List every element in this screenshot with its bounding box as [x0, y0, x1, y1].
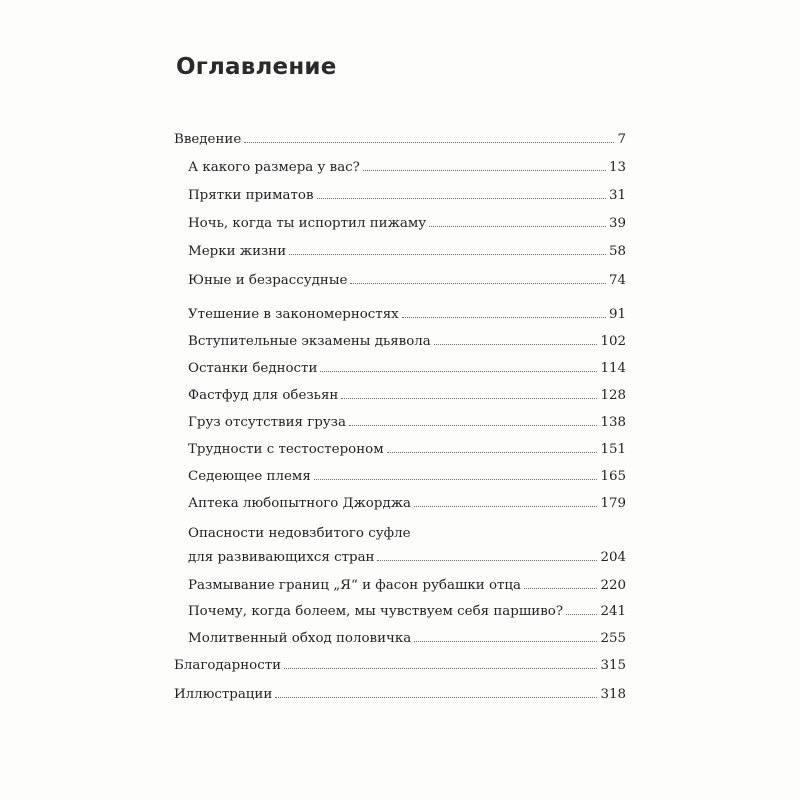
dot-leader: [414, 641, 597, 642]
toc-entry-page: 318: [600, 687, 626, 702]
toc-entry-label: Аптека любопытного Джорджа: [188, 496, 411, 511]
toc-entry-label: Седеющее племя: [188, 469, 311, 484]
dot-leader: [387, 452, 598, 453]
toc-entry-label: Ночь, когда ты испортил пижаму: [188, 216, 427, 231]
toc-entry-page: 74: [608, 273, 626, 288]
dot-leader: [289, 254, 606, 255]
toc-entry-label: Мерки жизни: [188, 244, 287, 259]
toc-entry-label: Иллюстрации: [174, 687, 273, 702]
toc-entry-chapter-3[interactable]: [188, 215, 626, 233]
page-title: Оглавление: [176, 54, 337, 80]
toc-entry-chapter-8[interactable]: [188, 360, 626, 378]
toc-entry-page: 102: [600, 334, 626, 349]
toc-entry-acknowledgements[interactable]: [174, 657, 626, 675]
toc-entry-page: 179: [600, 496, 626, 511]
toc-entry-chapter-14[interactable]: [188, 526, 626, 567]
dot-leader: [314, 479, 598, 480]
toc-entry-page: 165: [600, 469, 626, 484]
toc-entry-chapter-1[interactable]: [188, 159, 626, 177]
toc-entry-chapter-6[interactable]: [188, 306, 626, 324]
toc-entry-chapter-4[interactable]: [188, 243, 626, 261]
toc-entry-label-line1: Опасности недовзбитого суфле: [188, 526, 411, 541]
toc-entry-label: Останки бедности: [188, 361, 318, 376]
toc-entry-page: 241: [600, 604, 626, 619]
toc-entry-label: Груз отсутствия груза: [188, 415, 346, 430]
dot-leader: [429, 226, 606, 227]
dot-leader: [414, 506, 597, 507]
dot-leader: [350, 283, 606, 284]
toc-entry-chapter-11[interactable]: [188, 441, 626, 459]
toc-entry-page: 151: [600, 442, 626, 457]
toc-entry-page: 255: [600, 631, 626, 646]
toc-entry-label: А какого размера у вас?: [188, 160, 360, 175]
toc-entry-page: 58: [608, 244, 626, 259]
toc-entry-label: Трудности с тестостероном: [188, 442, 384, 457]
toc-entry-page: 91: [608, 307, 626, 322]
toc-entry-introduction[interactable]: [174, 131, 626, 149]
toc-entry-chapter-5[interactable]: [188, 272, 626, 290]
toc-entry-label: Благодарности: [174, 658, 282, 673]
dot-leader: [341, 398, 597, 399]
toc-entry-page: 138: [600, 415, 626, 430]
dot-leader: [284, 668, 597, 669]
toc-entry-chapter-2[interactable]: [188, 187, 626, 205]
toc-entry-page: 39: [608, 216, 626, 231]
toc-entry-page: 31: [608, 188, 626, 203]
dot-leader: [349, 425, 597, 426]
toc-entry-label: Почему, когда болеем, мы чувствуем себя паршиво?: [188, 604, 564, 619]
dot-leader: [363, 170, 606, 171]
dot-leader: [402, 317, 606, 318]
toc-entry-page: 128: [600, 388, 626, 403]
toc-entry-chapter-7[interactable]: [188, 333, 626, 351]
toc-entry-page: 7: [617, 132, 626, 147]
dot-leader: [275, 697, 597, 698]
toc-entry-page: 13: [608, 160, 626, 175]
toc-entry-label: Введение: [174, 132, 242, 147]
toc-entry-label: Юные и безрассудные: [188, 273, 348, 288]
dot-leader: [524, 588, 597, 589]
toc-entry-page: 220: [600, 578, 626, 593]
dot-leader: [244, 142, 614, 143]
toc-entry-page: 204: [600, 550, 626, 565]
toc-entry-label: Размывание границ „Я“ и фасон рубашки отца: [188, 578, 522, 593]
dot-leader: [566, 614, 597, 615]
toc-entry-chapter-9[interactable]: [188, 387, 626, 405]
toc-entry-chapter-10[interactable]: [188, 414, 626, 432]
toc-entry-label: Вступительные экзамены дьявола: [188, 334, 431, 349]
toc-entry-label: для развивающихся стран: [188, 550, 375, 565]
toc-entry-page: 114: [600, 361, 626, 376]
toc-entry-label: Утешение в закономерностях: [188, 307, 399, 322]
toc-entry-label: Фастфуд для обезьян: [188, 388, 339, 403]
toc-entry-chapter-16[interactable]: [188, 603, 626, 621]
toc-entry-chapter-15[interactable]: [188, 577, 626, 595]
toc-entry-chapter-13[interactable]: [188, 495, 626, 513]
dot-leader: [434, 344, 598, 345]
dot-leader: [377, 560, 597, 561]
toc-entry-chapter-12[interactable]: [188, 468, 626, 486]
dot-leader: [320, 371, 597, 372]
dot-leader: [317, 198, 606, 199]
toc-entry-label: Молитвенный обход половичка: [188, 631, 412, 646]
toc-entry-label: Прятки приматов: [188, 188, 314, 203]
toc-entry-page: 315: [600, 658, 626, 673]
toc-entry-illustrations[interactable]: [174, 686, 626, 704]
toc-entry-chapter-17[interactable]: [188, 630, 626, 648]
